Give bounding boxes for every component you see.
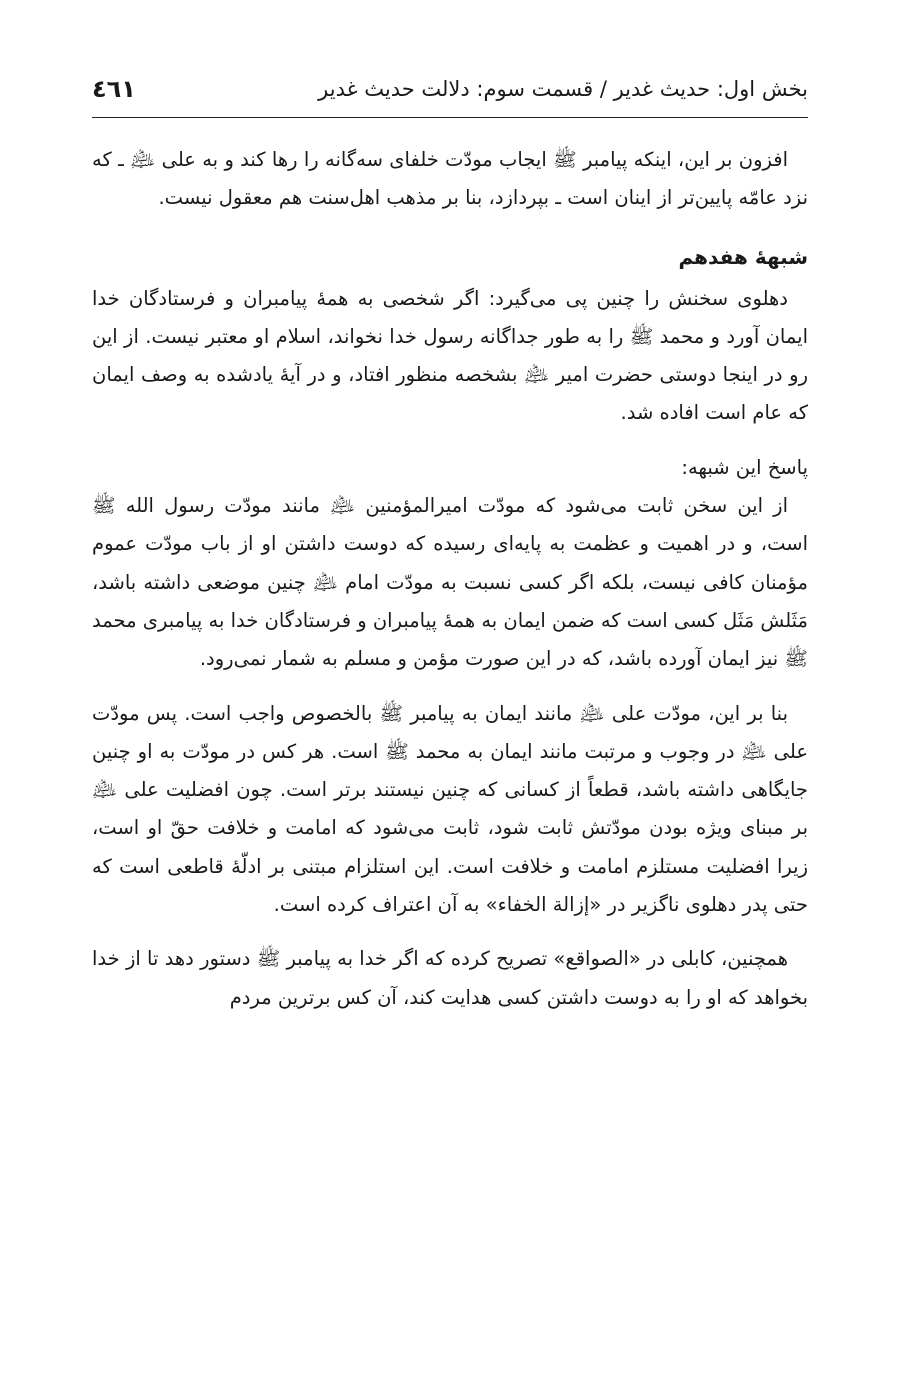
page-body: [92, 141, 808, 1017]
paragraph-intro: افزون بر این، اینکه پیامبر ﷺ ایجاب مودّت خلفای سه‌گانه را رها کند و به علی ﵇ ـ که نزد عامّه پایین‌تر از اینان است ـ بپردازد، بنا بر مذهب اهل‌سنت هم معقول نیست.: [92, 148, 808, 210]
paragraph-kabuli: همچنین، کابلی در «الصواقع» تصریح کرده که اگر خدا به پیامبر ﷺ دستور دهد تا از خدا بخواهد که او را به دوست داشتن کسی هدایت کند، آن کس برترین مردم: [92, 947, 808, 1009]
page-header: [92, 70, 808, 118]
running-head: بخش اول: حدیث غدیر / قسمت سوم: دلالت حدیث غدیر: [318, 77, 808, 101]
page-number: ٤٦١: [92, 75, 136, 103]
header-rule: [92, 117, 808, 118]
paragraph-conclusion: بنا بر این، مودّت علی ﵇ مانند ایمان به پیامبر ﷺ بالخصوص واجب است. پس مودّت علی ﵇ در وجوب و مرتبت مانند ایمان به محمد ﷺ است. هر کس در مودّت به او چنین جایگاهی داشته باشد، قطعاً از کسانی که چنین نیستند برتر است. چون افضلیت علی ﵇ بر مبنای ویژه بودن مودّتش ثابت شود، ثابت می‌شود که امامت و خلافت حقّ او است، زیرا افضلیت مستلزم امامت و خلافت است. این استلزام مبتنی بر ادلّۀ قاطعی است که حتی پدر دهلوی ناگزیر در «إزالة الخفاء» به آن اعتراف کرده است.: [92, 701, 808, 917]
answer-label: پاسخ این شبهه:: [681, 455, 808, 479]
paragraph-answer: از این سخن ثابت می‌شود که مودّت امیرالمؤمنین ﵇ مانند مودّت رسول الله ﷺ است، و در اهمیت و عظمت به پایه‌ای رسیده که دوست داشتن او از باب مودّت عموم مؤمنان کافی نیست، بلکه اگر کسی نسبت به مودّت امام ﵇ چنین موضعی داشته باشد، مَثَلش مَثَل کسی است که ضمن ایمان به همۀ پیامبران و فرستادگان خدا به پیامبری محمد ﷺ نیز ایمان آورده باشد، که در این صورت مؤمن و مسلم به شمار نمی‌رود.: [92, 494, 808, 671]
paragraph-objection: دهلوی سخنش را چنین پی می‌گیرد: اگر شخصی به همۀ پیامبران و فرستادگان خدا ایمان آورد و محمد ﷺ را به طور جداگانه رسول خدا نخواند، اسلام او معتبر نیست. از این رو در اینجا دوستی حضرت امیر ﵇ بشخصه منظور افتاد، و در آیۀ یادشده به وصف ایمان که عام است افاده شد.: [92, 286, 808, 425]
section-heading: شبهۀ هفدهم: [678, 244, 808, 269]
